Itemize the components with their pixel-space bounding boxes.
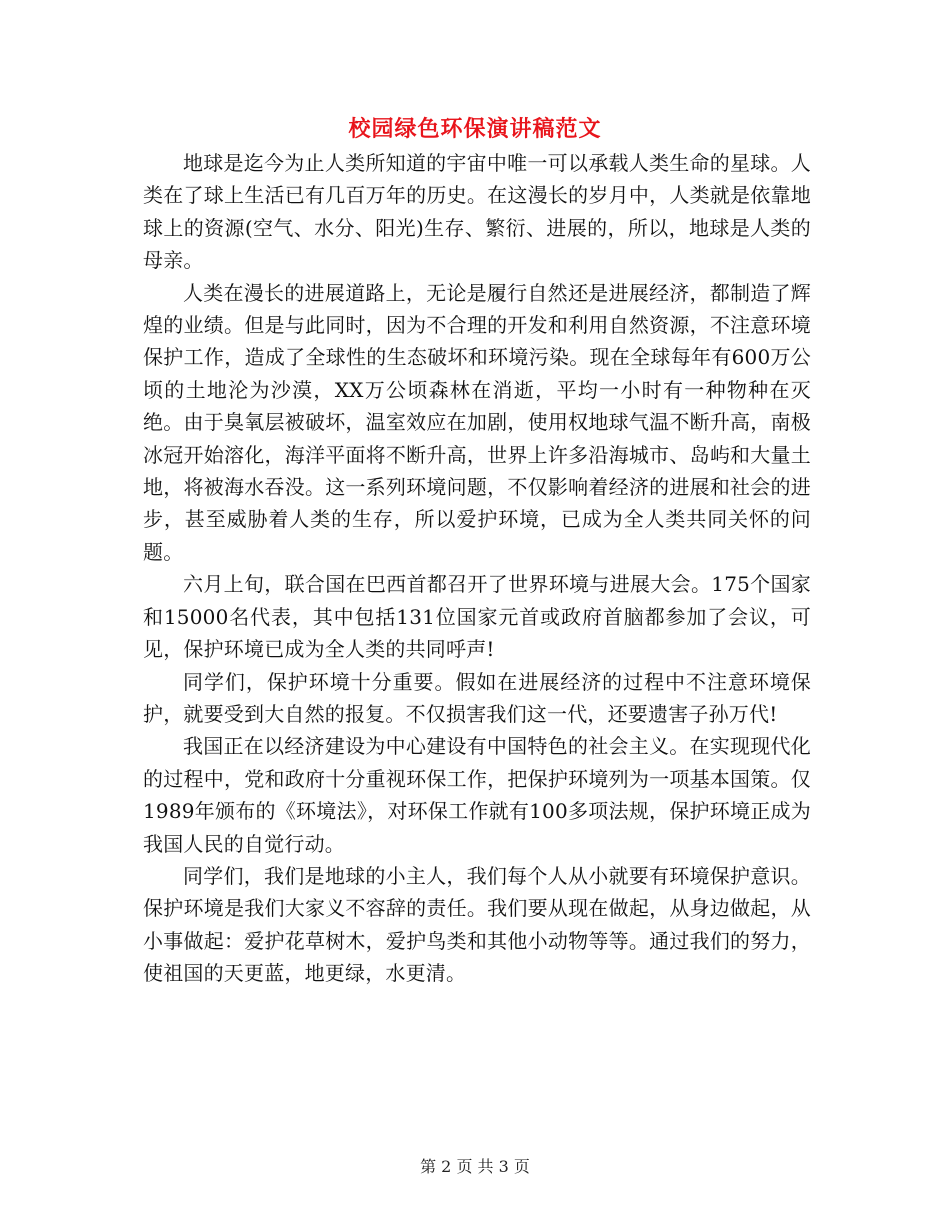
paragraph-5: 我国正在以经济建设为中心建设有中国特色的社会主义。在实现现代化的过程中，党和政府十分重视环保工作，把保护环境列为一项基本国策。仅1989年颁布的《环境法》，对环保工作就有100多项法规，保护环境正成为我国人民的自觉行动。 bbox=[143, 734, 811, 856]
paragraph-2: 人类在漫长的进展道路上，无论是履行自然还是进展经济，都制造了辉煌的业绩。但是与此同时，因为不合理的开发和利用自然资源，不注意环境保护工作，造成了全球性的生态破坏和环境污染。现在全球每年有600万公顷的土地沦为沙漠，XX万公顷森林在消逝，平均一小时有一种物种在灭绝。由于臭氧层被破坏，温室效应在加剧，使用权地球气温不断升高，南极冰冠开始溶化，海洋平面将不断升高，世界上许多沿海城市、岛屿和大量土地，将被海水吞没。这一系列环境问题，不仅影响着经济的进展和社会的进步，甚至威胁着人类的生存，所以爱护环境，已成为全人类共同关怀的问题。 bbox=[143, 280, 811, 564]
paragraph-6: 同学们，我们是地球的小主人，我们每个人从小就要有环境保护意识。保护环境是我们大家义不容辞的责任。我们要从现在做起，从身边做起，从小事做起：爱护花草树木，爱护鸟类和其他小动物等等。通过我们的努力，使祖国的天更蓝，地更绿，水更清。 bbox=[143, 863, 811, 986]
document-title: 校园绿色环保演讲稿范文 bbox=[348, 116, 602, 142]
page-number-footer: 第 2 页 共 3 页 bbox=[420, 1157, 530, 1176]
document-body bbox=[143, 147, 811, 990]
paragraph-4: 同学们，保护环境十分重要。假如在进展经济的过程中不注意环境保护，就要受到大自然的报复。不仅损害我们这一代，还要遗害子孙万代! bbox=[143, 669, 811, 726]
paragraph-1: 地球是迄今为止人类所知道的宇宙中唯一可以承载人类生命的星球。人类在了球上生活已有几百万年的历史。在这漫长的岁月中，人类就是依靠地球上的资源(空气、水分、阳光)生存、繁衍、进展的，所以，地球是人类的母亲。 bbox=[143, 151, 811, 273]
paragraph-3: 六月上旬，联合国在巴西首都召开了世界环境与进展大会。175个国家和15000名代表，其中包括131位国家元首或政府首脑都参加了会议，可见，保护环境已成为全人类的共同呼声! bbox=[143, 572, 811, 662]
